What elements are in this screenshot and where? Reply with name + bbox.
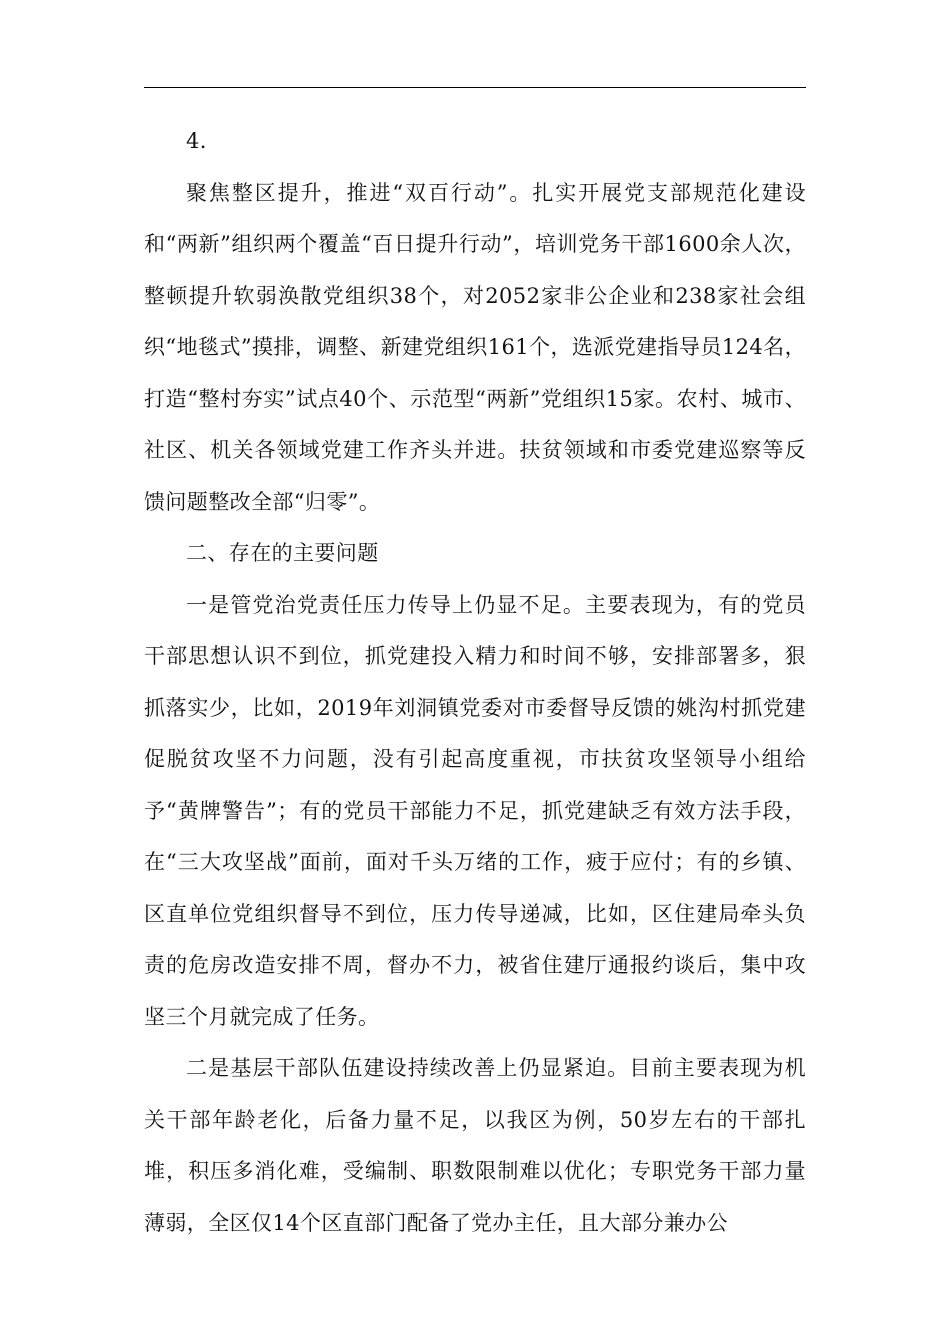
section-heading-main-problems: 二、存在的主要问题 [186, 541, 379, 565]
paragraph-double-hundred-action: 聚焦整区提升，推进“双百行动”。扎实开展党支部规范化建设和“两新”组织两个覆盖“百日提升行动”，培训党务干部1600余人次，整顿提升软弱涣散党组织38个，对2052家非公企业和238家社会组织“地毯式”摸排，调整、新建党组织161个，选派党建指导员124名，打造“整村夯实”试点40个、示范型“两新”党组织15家。农村、城市、社区、机关各领域党建工作齐头并进。扶贫领域和市委党建巡察等反馈问题整改全部“归零”。 [144, 180, 806, 514]
paragraph-problem-two: 二是基层干部队伍建设持续改善上仍显紧迫。目前主要表现为机关干部年龄老化，后备力量不足，以我区为例，50岁左右的干部扎堆，积压多消化难，受编制、职数限制难以优化；专职党务干部力量薄弱，全区仅14个区直部门配备了党办主任，且大部分兼办公 [144, 1056, 806, 1235]
paragraph-problem-one: 一是管党治党责任压力传导上仍显不足。主要表现为，有的党员干部思想认识不到位，抓党建投入精力和时间不够，安排部署多，狠抓落实少，比如，2019年刘洞镇党委对市委督导反馈的姚沟村抓党建促脱贫攻坚不力问题，没有引起高度重视，市扶贫攻坚领导小组给予“黄牌警告”；有的党员干部能力不足，抓党建缺乏有效方法手段，在“三大攻坚战”面前，面对千头万绪的工作，疲于应付；有的乡镇、区直单位党组织督导不到位，压力传导递减，比如，区住建局牵头负责的危房改造安排不周，督办不力，被省住建厅通报约谈后，集中攻坚三个月就完成了任务。 [144, 592, 806, 1029]
header-rule [144, 87, 806, 88]
paragraph-section-number: 4. [186, 129, 207, 153]
document-body [144, 116, 806, 1249]
